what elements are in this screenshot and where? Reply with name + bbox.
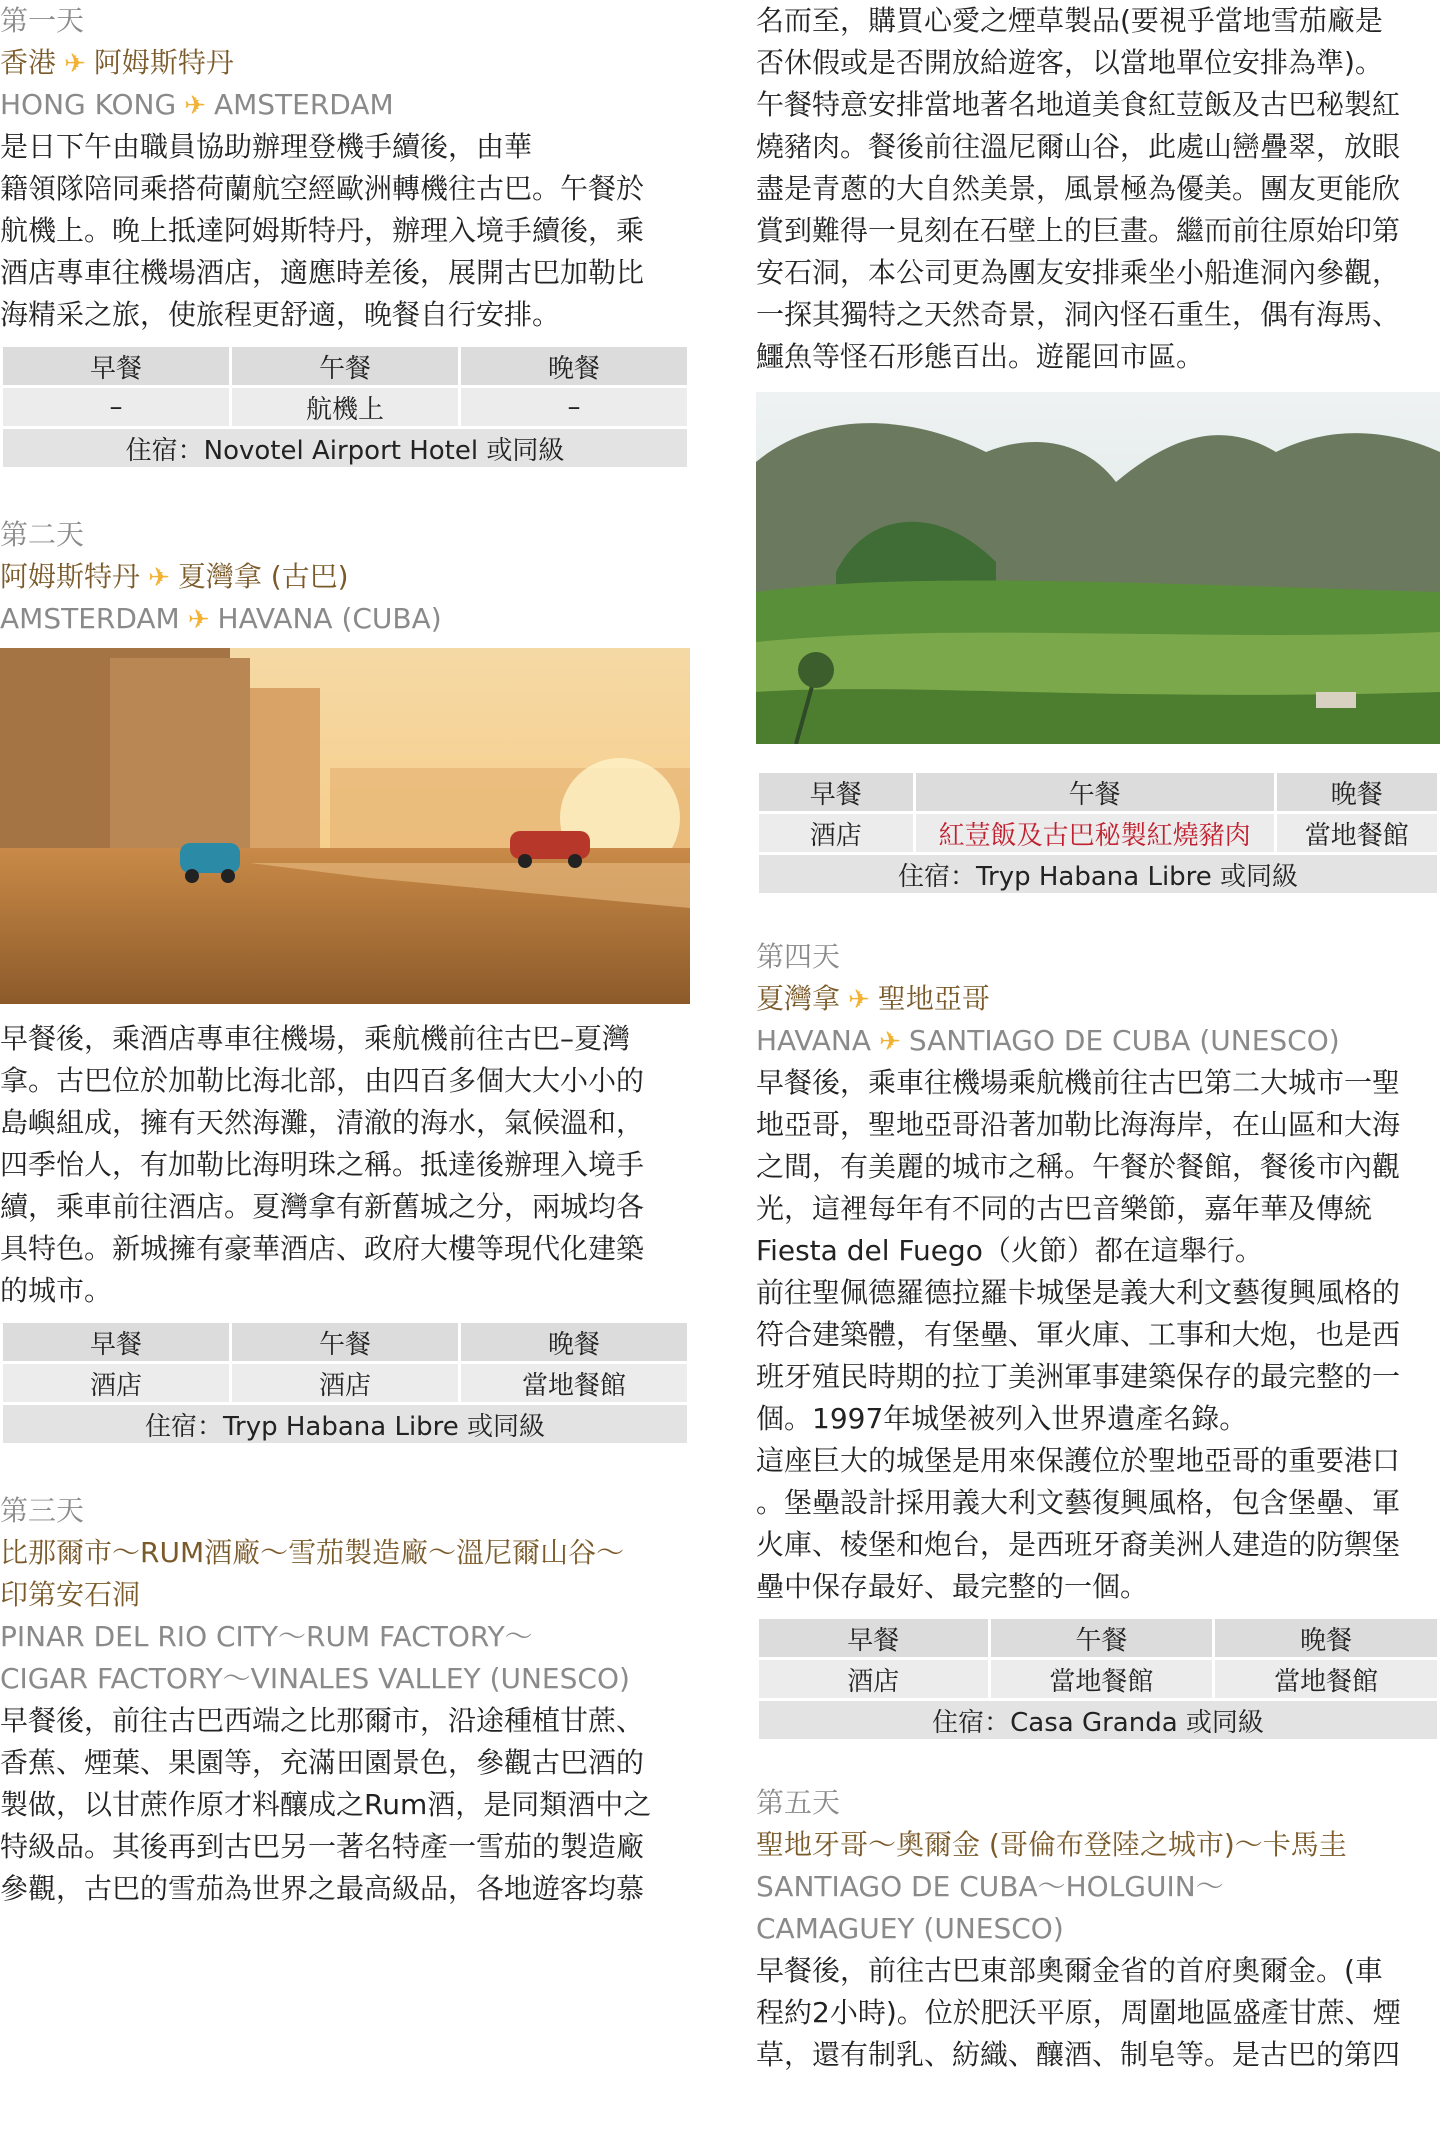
- day3-body-line: 安石洞，本公司更為團友安排乘坐小船進洞內參觀，: [756, 256, 1401, 289]
- lunch-header: 午餐: [989, 1618, 1214, 1659]
- day4-to-en: SANTIAGO DE CUBA (UNESCO): [908, 1024, 1340, 1057]
- day3-body-line: 燒豬肉。餐後前往溫尼爾山谷，此處山巒疊翠，放眼: [756, 130, 1401, 163]
- breakfast-cell: 酒店: [2, 1363, 231, 1404]
- day2-label: 第二天: [0, 518, 85, 551]
- day4-route-en: [756, 1020, 1440, 1062]
- day3-meals-table: [756, 770, 1440, 896]
- day3-body-line: 名而至，購買心愛之煙草製品(要視乎當地雪茄廠是: [756, 4, 1383, 37]
- day4-from-en: HAVANA: [756, 1024, 872, 1057]
- day4-meals-table: [756, 1616, 1440, 1742]
- plane-icon: ✈: [64, 49, 86, 79]
- plane-icon: ✈: [879, 1027, 901, 1057]
- day3-body-line: 一探其獨特之天然奇景，洞內怪石重生，偶有海馬、: [756, 298, 1401, 331]
- dinner-header: 晚餐: [1214, 1618, 1439, 1659]
- day5-section: [756, 1782, 1440, 2076]
- day2-meals-table: [0, 1320, 690, 1446]
- day4-body-line: 個。1997年城堡被列入世界遺產名錄。: [756, 1402, 1248, 1435]
- day5-route-en: CAMAGUEY (UNESCO): [756, 1912, 1064, 1945]
- day1-body-line: 是日下午由職員協助辦理登機手續後，由華: [0, 130, 533, 163]
- day4-route-zh: [756, 978, 1440, 1020]
- day1-body-line: 酒店專車往機場酒店，適應時差後，展開古巴加勒比: [0, 256, 645, 289]
- day1-from-en: HONG KONG: [0, 88, 177, 121]
- stay-cell: 住宿：Novotel Airport Hotel 或同級: [2, 428, 689, 469]
- vinales-valley-photo: [756, 392, 1440, 744]
- day2-body-line: 早餐後，乘酒店專車往機場，乘航機前往古巴–夏灣: [0, 1022, 631, 1055]
- day2-body-line: 拿。古巴位於加勒比海北部，由四百多個大大小小的: [0, 1064, 645, 1097]
- meals-header-row: [2, 1322, 689, 1363]
- meals-header-row: [758, 1618, 1439, 1659]
- day2-to-zh: 夏灣拿 (古巴): [177, 560, 349, 593]
- day1-meals-table: [0, 344, 690, 470]
- dinner-cell: 當地餐館: [1275, 813, 1438, 854]
- breakfast-header: 早餐: [758, 772, 915, 813]
- day4-to-zh: 聖地亞哥: [877, 982, 990, 1015]
- day2-route-zh: [0, 556, 690, 598]
- plane-icon: ✈: [148, 563, 170, 593]
- day2-route-en: [0, 598, 690, 640]
- day3-body-line: 製做，以甘蔗作原才料釀成之Rum酒，是同類酒中之: [0, 1788, 652, 1821]
- day3-route-zh: 比那爾市～RUM酒廠～雪茄製造廠～溫尼爾山谷～: [0, 1536, 625, 1569]
- day2-body-line: 四季怡人，有加勒比海明珠之稱。抵達後辦理入境手: [0, 1148, 645, 1181]
- dinner-header: 晚餐: [1275, 772, 1438, 813]
- lunch-cell: 酒店: [231, 1363, 460, 1404]
- plane-icon: ✈: [848, 985, 870, 1015]
- plane-icon: ✈: [184, 91, 206, 121]
- day2-body-line: 島嶼組成，擁有天然海灘，清澈的海水，氣候溫和，: [0, 1106, 645, 1139]
- lunch-cell-highlight: 紅荳飯及古巴秘製紅燒豬肉: [914, 813, 1275, 854]
- day3-body-line: 盡是青蔥的大自然美景，風景極為優美。團友更能欣: [756, 172, 1401, 205]
- day1-from-zh: 香港: [0, 46, 57, 79]
- dinner-cell: –: [460, 387, 689, 428]
- day2-from-zh: 阿姆斯特丹: [0, 560, 141, 593]
- dinner-cell: 當地餐館: [1214, 1659, 1439, 1700]
- day3-body-line: 早餐後，前往古巴西端之比那爾市，沿途種植甘蔗、: [0, 1704, 645, 1737]
- lunch-cell: 當地餐館: [989, 1659, 1214, 1700]
- stay-cell: 住宿：Tryp Habana Libre 或同級: [2, 1404, 689, 1445]
- day3-label: 第三天: [0, 1494, 85, 1527]
- day3-body-line: 賞到難得一見刻在石壁上的巨畫。繼而前往原始印第: [756, 214, 1401, 247]
- day3-body-line: 鱷魚等怪石形態百出。遊罷回市區。: [756, 340, 1205, 373]
- stay-cell: 住宿：Casa Granda 或同級: [758, 1700, 1439, 1741]
- meals-header-row: [2, 346, 689, 387]
- lunch-header: 午餐: [231, 346, 460, 387]
- stay-row: [758, 1700, 1439, 1741]
- breakfast-cell: 酒店: [758, 1659, 990, 1700]
- day1-body-line: 海精采之旅，使旅程更舒適，晚餐自行安排。: [0, 298, 561, 331]
- day2-body-line: 的城市。: [0, 1274, 113, 1307]
- stay-cell: 住宿：Tryp Habana Libre 或同級: [758, 854, 1439, 895]
- day2-section: [0, 514, 690, 1446]
- day4-body-line: Fiesta del Fuego（火節）都在這舉行。: [756, 1234, 1263, 1267]
- day5-body-line: 程約2小時)。位於肥沃平原，周圍地區盛產甘蔗、煙: [756, 1996, 1401, 2029]
- breakfast-header: 早餐: [758, 1618, 990, 1659]
- day2-body-line: 續，乘車前往酒店。夏灣拿有新舊城之分，兩城均各: [0, 1190, 645, 1223]
- meals-header-row: [758, 772, 1439, 813]
- lunch-cell: 航機上: [231, 387, 460, 428]
- day4-section: [756, 936, 1440, 1742]
- day2-body-line: 具特色。新城擁有豪華酒店、政府大樓等現代化建築: [0, 1232, 645, 1265]
- meals-row: [2, 387, 689, 428]
- breakfast-header: 早餐: [2, 1322, 231, 1363]
- day4-body-line: 地亞哥，聖地亞哥沿著加勒比海海岸，在山區和大海: [756, 1108, 1401, 1141]
- meals-row: [758, 1659, 1439, 1700]
- day2-to-en: HAVANA (CUBA): [217, 602, 442, 635]
- day1-to-zh: 阿姆斯特丹: [93, 46, 234, 79]
- day1-body-line: 籍領隊陪同乘搭荷蘭航空經歐洲轉機往古巴。午餐於: [0, 172, 645, 205]
- day1-route-en: [0, 84, 690, 126]
- lunch-header: 午餐: [231, 1322, 460, 1363]
- day5-route-zh: 聖地牙哥～奧爾金 (哥倫布登陸之城市)～卡馬圭: [756, 1828, 1347, 1861]
- day5-route-en: SANTIAGO DE CUBA～HOLGUIN～: [756, 1870, 1224, 1903]
- breakfast-header: 早餐: [2, 346, 231, 387]
- day1-body-line: 航機上。晚上抵達阿姆斯特丹，辦理入境手續後，乘: [0, 214, 645, 247]
- right-column: [756, 0, 1440, 2076]
- day4-body-line: 光，這裡每年有不同的古巴音樂節，嘉年華及傳統: [756, 1192, 1373, 1225]
- havana-street-photo: [0, 648, 690, 1004]
- stay-row: [758, 854, 1439, 895]
- lunch-header: 午餐: [914, 772, 1275, 813]
- day3-body-line: 特級品。其後再到古巴另一著名特產一雪茄的製造廠: [0, 1830, 645, 1863]
- plane-icon: ✈: [187, 605, 210, 635]
- day4-body-line: 符合建築體，有堡壘、軍火庫、工事和大炮，也是西: [756, 1318, 1401, 1351]
- stay-row: [2, 1404, 689, 1445]
- meals-row: [2, 1363, 689, 1404]
- day3-route-en: CIGAR FACTORY～VINALES VALLEY (UNESCO): [0, 1662, 630, 1695]
- day4-body-line: 前往聖佩德羅德拉羅卡城堡是義大利文藝復興風格的: [756, 1276, 1401, 1309]
- left-column: [0, 0, 690, 1910]
- dinner-cell: 當地餐館: [460, 1363, 689, 1404]
- day3-body-line: 參觀，古巴的雪茄為世界之最高級品，各地遊客均慕: [0, 1872, 645, 1905]
- dinner-header: 晚餐: [460, 346, 689, 387]
- day3-section: [0, 1490, 690, 1910]
- day4-from-zh: 夏灣拿: [756, 982, 841, 1015]
- day2-from-en: AMSTERDAM: [0, 602, 180, 635]
- day3-body-line: 午餐特意安排當地著名地道美食紅荳飯及古巴秘製紅: [756, 88, 1401, 121]
- day4-body-line: 火庫、棱堡和炮台，是西班牙裔美洲人建造的防禦堡: [756, 1528, 1401, 1561]
- day5-body-line: 草，還有制乳、紡織、釀酒、制皂等。是古巴的第四: [756, 2038, 1401, 2071]
- day1-route-zh: [0, 42, 690, 84]
- day5-body-line: 早餐後，前往古巴東部奧爾金省的首府奧爾金。(車: [756, 1954, 1383, 1987]
- day4-body-line: 班牙殖民時期的拉丁美洲軍事建築保存的最完整的一: [756, 1360, 1401, 1393]
- day3-route-en: PINAR DEL RIO CITY～RUM FACTORY～: [0, 1620, 533, 1653]
- day4-body-line: 壘中保存最好、最完整的一個。: [756, 1570, 1149, 1603]
- stay-row: [2, 428, 689, 469]
- day4-body-line: 早餐後，乘車往機場乘航機前往古巴第二大城市一聖: [756, 1066, 1401, 1099]
- day3-body-line: 否休假或是否開放給遊客，以當地單位安排為準)。: [756, 46, 1383, 79]
- day1-label: 第一天: [0, 4, 85, 37]
- day4-body-line: 之間，有美麗的城市之稱。午餐於餐館，餐後市內觀: [756, 1150, 1401, 1183]
- meals-row: [758, 813, 1439, 854]
- day3-route-zh: 印第安石洞: [0, 1578, 141, 1611]
- breakfast-cell: –: [2, 387, 231, 428]
- day3-continued: [756, 0, 1440, 896]
- day4-body-line: 這座巨大的城堡是用來保護位於聖地亞哥的重要港口: [756, 1444, 1401, 1477]
- day4-label: 第四天: [756, 940, 841, 973]
- day1-to-en: AMSTERDAM: [213, 88, 394, 121]
- day4-body-line: 。堡壘設計採用義大利文藝復興風格，包含堡壘、軍: [756, 1486, 1401, 1519]
- day1-section: [0, 0, 690, 470]
- breakfast-cell: 酒店: [758, 813, 915, 854]
- day3-body-line: 香蕉、煙葉、果園等，充滿田園景色，參觀古巴酒的: [0, 1746, 645, 1779]
- dinner-header: 晚餐: [460, 1322, 689, 1363]
- day5-label: 第五天: [756, 1786, 841, 1819]
